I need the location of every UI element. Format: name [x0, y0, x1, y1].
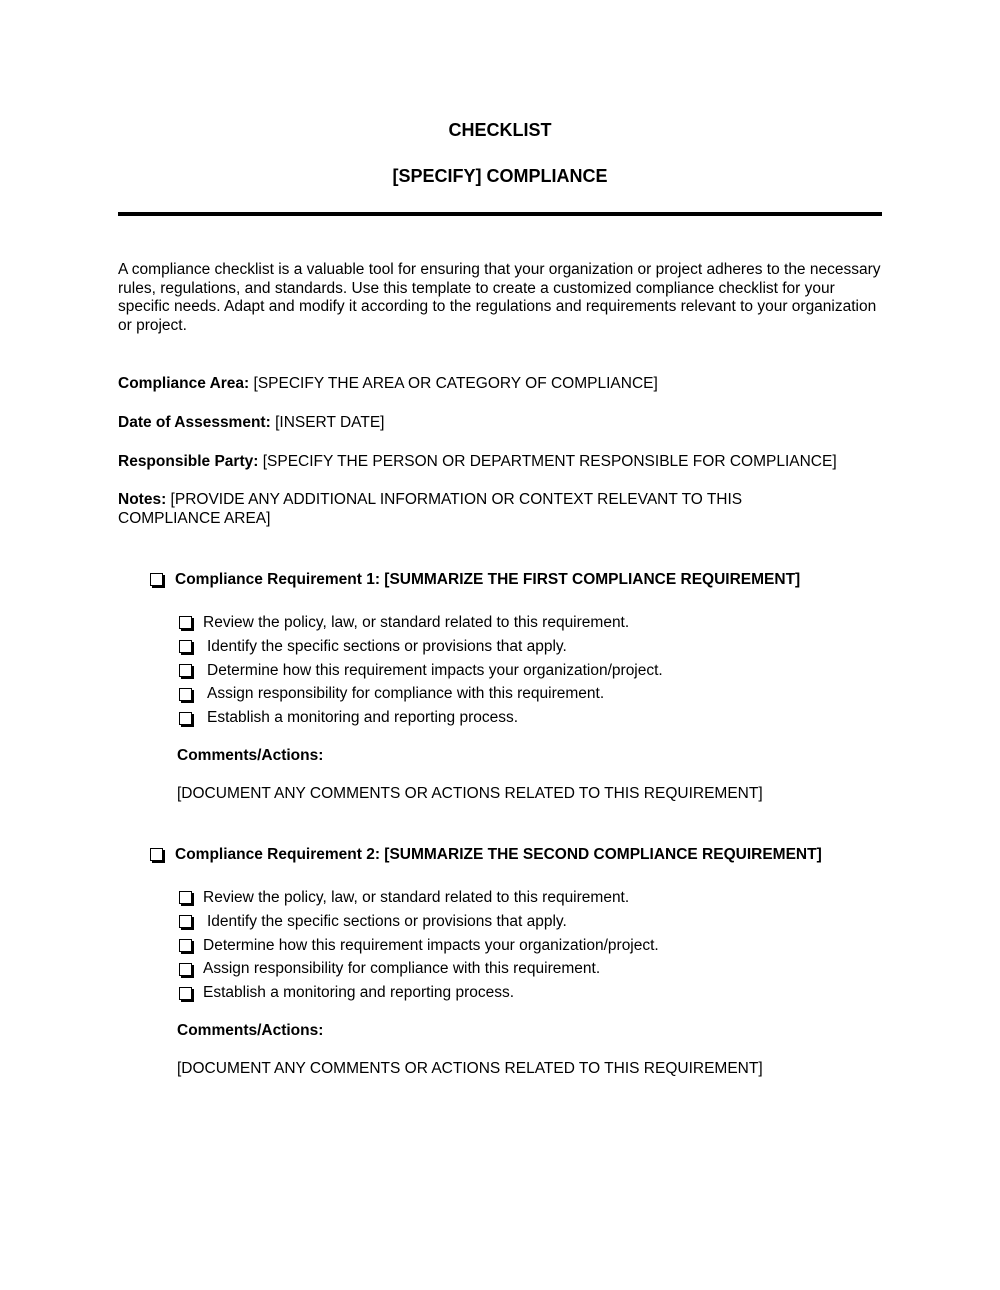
- item-text: Establish a monitoring and reporting process.: [203, 984, 515, 1002]
- item-text: Identify the specific sections or provisions that apply.: [207, 637, 567, 655]
- list-item: [179, 682, 663, 706]
- field-date-of-assessment: [118, 413, 888, 432]
- intro-paragraph: A compliance checklist is a valuable tool for ensuring that your organization or project adheres to the necessary rules, regulations, and standards. Use this template to create a customized compliance checklist for your specific needs. Adapt and modify it according to the regulations and requirements relevant to your organization or project.: [118, 261, 881, 334]
- item-text: Establish a monitoring and reporting process.: [207, 709, 519, 727]
- item-text: Assign responsibility for compliance with this requirement.: [203, 960, 601, 978]
- field-label: Compliance Area:: [118, 375, 250, 392]
- list-item: [179, 611, 663, 635]
- checkbox-icon[interactable]: [179, 939, 192, 952]
- list-item: [179, 886, 659, 910]
- list-item: [179, 910, 659, 934]
- checkbox-icon[interactable]: [179, 963, 192, 976]
- header-divider: [118, 212, 882, 216]
- field-value: [PROVIDE ANY ADDITIONAL INFORMATION OR CONTEXT RELEVANT TO THIS COMPLIANCE AREA]: [118, 491, 743, 527]
- list-item: [179, 635, 663, 659]
- comments-text: [DOCUMENT ANY COMMENTS OR ACTIONS RELATED TO THIS REQUIREMENT]: [177, 1060, 763, 1077]
- checkbox-icon[interactable]: [179, 712, 192, 725]
- item-text: Determine how this requirement impacts your organization/project.: [203, 936, 659, 954]
- comments-label: Comments/Actions:: [177, 1022, 324, 1039]
- field-label: Responsible Party:: [118, 453, 259, 470]
- checkbox-icon[interactable]: [179, 891, 192, 904]
- document-subtitle: [SPECIFY] COMPLIANCE: [392, 166, 608, 186]
- item-text: Review the policy, law, or standard related to this requirement.: [203, 889, 630, 906]
- requirement-heading-text: Compliance Requirement 2: [SUMMARIZE THE SECOND COMPLIANCE REQUIREMENT]: [175, 846, 822, 863]
- comments-text: [DOCUMENT ANY COMMENTS OR ACTIONS RELATED TO THIS REQUIREMENT]: [177, 785, 763, 802]
- list-item: [179, 957, 659, 981]
- item-text: Assign responsibility for compliance with this requirement.: [207, 685, 605, 703]
- list-item: [179, 659, 663, 683]
- requirement-2-heading: [150, 845, 822, 864]
- field-label: Notes:: [118, 491, 167, 508]
- item-text: Determine how this requirement impacts your organization/project.: [207, 661, 663, 679]
- checkbox-icon[interactable]: [150, 848, 163, 861]
- field-value: [SPECIFY THE PERSON OR DEPARTMENT RESPONSIBLE FOR COMPLIANCE]: [262, 453, 837, 470]
- list-item: [179, 981, 659, 1005]
- list-item: [179, 934, 659, 958]
- field-label: Date of Assessment:: [118, 414, 271, 431]
- checkbox-icon[interactable]: [179, 640, 192, 653]
- checkbox-icon[interactable]: [179, 987, 192, 1000]
- checkbox-icon[interactable]: [179, 616, 192, 629]
- field-notes: [118, 490, 798, 528]
- requirement-1-heading: [150, 570, 800, 589]
- field-responsible-party: [118, 452, 888, 471]
- checkbox-icon[interactable]: [179, 688, 192, 701]
- checkbox-icon[interactable]: [179, 664, 192, 677]
- field-value: [SPECIFY THE AREA OR CATEGORY OF COMPLIANCE]: [253, 375, 658, 392]
- checkbox-icon[interactable]: [179, 915, 192, 928]
- checkbox-icon[interactable]: [150, 573, 163, 586]
- document-title: CHECKLIST: [448, 120, 552, 140]
- requirement-heading-text: Compliance Requirement 1: [SUMMARIZE THE FIRST COMPLIANCE REQUIREMENT]: [175, 571, 801, 588]
- requirement-2-items: [179, 886, 659, 1005]
- field-value: [INSERT DATE]: [275, 414, 385, 431]
- field-compliance-area: [118, 374, 888, 393]
- list-item: [179, 706, 663, 730]
- item-text: Identify the specific sections or provisions that apply.: [207, 912, 567, 930]
- comments-label: Comments/Actions:: [177, 747, 324, 764]
- item-text: Review the policy, law, or standard related to this requirement.: [203, 614, 630, 631]
- requirement-1-items: [179, 611, 663, 730]
